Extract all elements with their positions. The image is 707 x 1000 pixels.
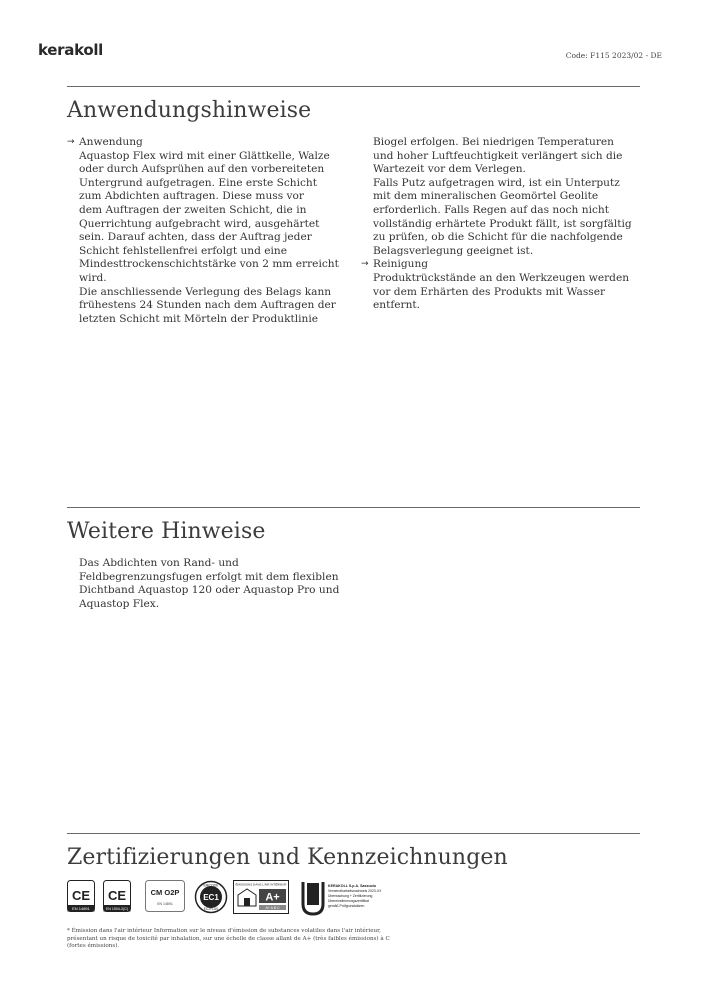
divider	[67, 86, 640, 87]
cmo2p-label: CM O2P	[150, 888, 180, 897]
text-line: sein. Darauf achten, dass der Auftrag jeder	[79, 231, 312, 244]
air-grade: A+	[265, 891, 280, 904]
text-line: Querrichtung aufgebracht wird, ausgehärtet	[79, 217, 320, 230]
emicode-ec1plus-icon	[194, 880, 228, 914]
brand-logo: kerakoll	[38, 41, 104, 59]
certification-logos	[67, 880, 547, 920]
bullet-reinigung	[361, 258, 641, 272]
text-line: erforderlich. Falls Regen auf das noch nicht	[373, 203, 609, 216]
ce-mark-en14891	[67, 880, 95, 912]
text-line: Aquastop Flex.	[79, 597, 160, 610]
arrow-icon: →	[361, 259, 369, 270]
text-line: vollständig erhärtete Produkt fällt, ist sorgfältig	[373, 217, 632, 230]
svg-text:Überwachung + Zertifizierung: Überwachung + Zertifizierung	[328, 894, 373, 898]
text-line: Mindesttrockenschichtstärke von 2 mm erreicht	[79, 258, 339, 271]
air-label: ÉMISSIONS DANS L'AIR INTÉRIEUR	[235, 882, 287, 887]
text-line: vor dem Erhärten des Produkts mit Wasser	[373, 285, 606, 298]
document-code: Code: F115 2023/02 - DE	[565, 51, 662, 60]
column-right	[361, 136, 641, 313]
svg-text:EMICODE: EMICODE	[203, 883, 219, 888]
footnote: * Émission dans l'air intérieur Information sur le niveau d'émission de substances volatiles dans l'air intérieur, présentant un risque de toxicité par inhalation, sur une échelle de classe allant de A+ (très faibles émissions) à C (fortes émissions).	[67, 928, 390, 949]
text-line: Falls Putz aufgetragen wird, ist ein Unterputz	[373, 176, 620, 189]
text-line: mit dem mineralischen Geomörtel Geolite	[373, 190, 599, 203]
text-line: letzten Schicht mit Mörteln der Produktlinie	[79, 312, 319, 325]
svg-text:Übereinstimmungszertifikat: Übereinstimmungszertifikat	[328, 899, 369, 903]
text-line: Wartezeit vor dem Verlegen.	[373, 163, 526, 176]
section-title-weitere-hinweise: Weitere Hinweise	[67, 519, 266, 544]
svg-text:KERAKOLL S.p.A. Sassuolo: KERAKOLL S.p.A. Sassuolo	[328, 884, 377, 888]
section-title-anwendungshinweise: Anwendungshinweise	[67, 98, 312, 123]
text-line: Das Abdichten von Rand- und	[79, 557, 239, 569]
paragraph-anwendung-continued	[361, 136, 641, 258]
svg-text:gemäß Prüfgrundsätzen: gemäß Prüfgrundsätzen	[328, 904, 365, 908]
cmo2p-norm: EN 14891	[157, 902, 173, 906]
text-line: Aquastop Flex wird mit einer Glättkelle, Walze	[79, 149, 330, 162]
text-line: oder durch Aufsprühen auf den vorbereiteten	[79, 163, 325, 176]
paragraph-weitere-hinweise	[79, 557, 369, 611]
text-line: Belagsverlegung geeignet ist.	[373, 244, 534, 257]
svg-text:CE: CE	[71, 888, 91, 903]
svg-text:EC1PLUS: EC1PLUS	[203, 907, 219, 911]
svg-text:EC1: EC1	[203, 893, 219, 902]
bullet-label: Anwendung	[79, 136, 143, 148]
paragraph-anwendung	[67, 150, 357, 327]
divider	[67, 507, 640, 508]
text-line: zu prüfen, ob die Schicht für die nachfolgende	[373, 231, 623, 244]
text-line: und hoher Luftfeuchtigkeit verlängert sich die	[373, 149, 623, 162]
text-line: Biogel erfolgen. Bei niedrigen Temperaturen	[373, 136, 614, 148]
text-line: frühestens 24 Stunden nach dem Auftragen der	[79, 299, 336, 312]
text-line: Untergrund aufgetragen. Eine erste Schicht	[79, 176, 317, 189]
text-line: Produktrückstände an den Werkzeugen werden	[373, 271, 630, 284]
svg-text:A+ A B C: A+ A B C	[265, 906, 280, 910]
svg-text:Verwendbarkeitsnachweis 2023-X: Verwendbarkeitsnachweis 2023-XX	[328, 889, 382, 893]
text-line: Dichtband Aquastop 120 oder Aquastop Pro und	[79, 584, 340, 597]
cm-o2p-badge	[145, 880, 185, 912]
bullet-anwendung	[67, 136, 357, 150]
bullet-label: Reinigung	[373, 258, 429, 271]
text-line: Feldbegrenzungsfugen erfolgt mit dem flexiblen	[79, 570, 339, 583]
text-line: Die anschliessende Verlegung des Belags kann	[79, 285, 332, 298]
divider	[67, 833, 640, 834]
u-mark-certification	[301, 880, 401, 916]
text-line: wird.	[79, 271, 107, 284]
ce-mark-en1504	[103, 880, 131, 912]
column-left	[67, 136, 357, 326]
ce1-norm: EN 14891	[72, 906, 90, 911]
svg-text:CE: CE	[107, 888, 127, 903]
ce2-norm: EN 1504-2(C)	[105, 907, 129, 911]
paragraph-reinigung	[361, 272, 641, 313]
air-emission-aplus-label	[233, 880, 289, 914]
text-line: entfernt.	[373, 299, 421, 312]
text-line: Schicht fehlstellenfrei erfolgt und eine	[79, 244, 287, 257]
arrow-icon: →	[67, 137, 75, 147]
text-line: zum Abdichten auftragen. Diese muss vor	[79, 190, 304, 203]
section-title-zertifizierungen: Zertifizierungen und Kennzeichnungen	[67, 845, 508, 870]
text-line: dem Auftragen der zweiten Schicht, die in	[79, 203, 307, 216]
